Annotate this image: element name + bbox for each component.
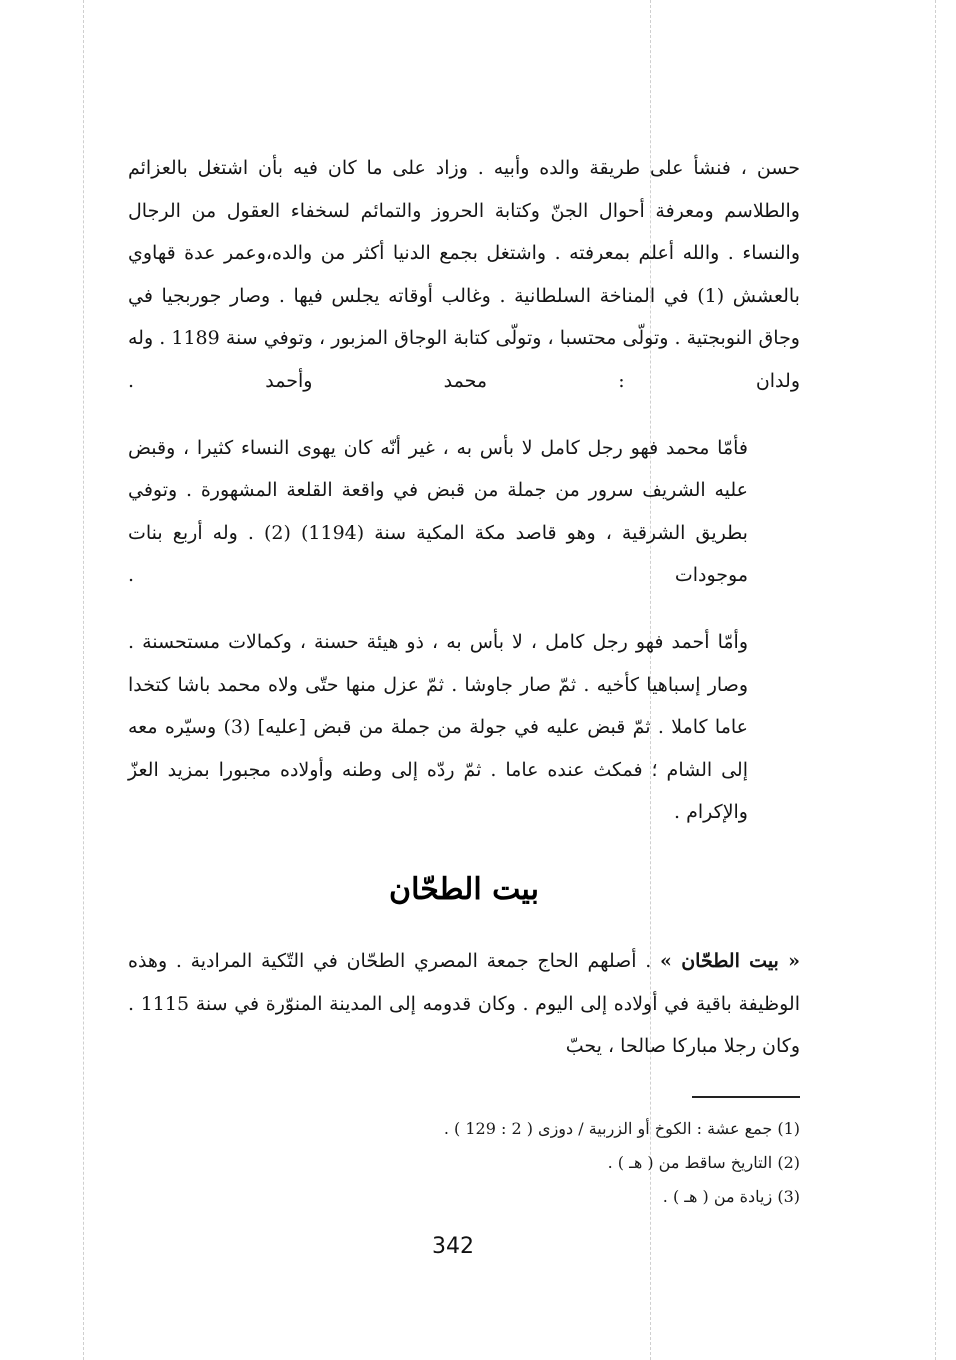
paragraph-muhammad: فأمّا محمد فهو رجل كامل لا بأس به ، غير أنّه كان يهوى النساء كثيرا ، وقبض عليه الشريف سرور من جملة من قبض في واقعة القلعة المشهورة . وتوفي بطريق الشرقية ، وهو قاصد مكة المكية سنة (1194) (2) . وله أربع بنات موجودات . <box>128 436 748 587</box>
footnote-2: (2) التاريخ ساقط من ( هـ ) . <box>607 1153 800 1172</box>
section-entry <box>128 940 800 1068</box>
footnote-1: (1) جمع عشة : الكوخ أو الزربية / دوزى ( 2 : 129 ) . <box>443 1119 800 1138</box>
scan-fold-line <box>935 0 936 1360</box>
footnotes <box>270 1112 800 1214</box>
scan-fold-line <box>83 0 84 1360</box>
entry-text: . أصلهم الحاج جمعة المصري الطحّان في التّكية المرادية . وهذه الوظيفة باقية في أولاده إلى اليوم . وكان قدومه إلى المدينة المنوّرة في سنة 1115 . وكان رجلا مباركا صالحا ، يحبّ <box>128 950 800 1058</box>
page-number: 342 <box>432 1234 474 1259</box>
body-text <box>128 147 800 834</box>
paragraph-hasan: حسن ، فنشأ على طريقة والده وأبيه . وزاد على ما كان فيه بأن اشتغل بالعزائم والطلاسم ومعرفة أحوال الجنّ وكتابة الحروز والتمائم لسخفاء العقول من الرجال والنساء . والله أعلم بمعرفته . واشتغل بجمع الدنيا أكثر من والده،وعمر عدة قهاوي بالعشش (1) في المناخة السلطانية . وغالب أوقاته يجلس فيها . وصار جوربجيا في وجاق النوبجتية . وتولّى محتسبا ، وتولّى كتابة الوجاق المزبور ، وتوفي سنة 1189 . وله ولدان : محمد وأحمد . <box>128 157 800 392</box>
entry-lead: « بيت الطحّان » <box>660 950 800 972</box>
footnote-3: (3) زيادة من ( هـ ) . <box>662 1187 800 1206</box>
footnote-divider <box>692 1096 800 1098</box>
section-heading: بيت الطحّان <box>389 872 539 907</box>
paragraph-ahmad: وأمّا أحمد فهو رجل كامل ، لا بأس به ، ذو هيئة حسنة ، وكمالات مستحسنة . وصار إسباهيا كأخيه . ثمّ صار جاوشا . ثمّ عزل منها حتّى ولاه محمد باشا كتخدا عاما كاملا . ثمّ قبض عليه في جولة من جملة من قبض [عليه] (3) وسيّره معه إلى الشام ؛ فمكث عنده عاما . ثمّ ردّه إلى وطنه وأولاده مجبورا بمزيد العزّ والإكرام . <box>128 630 748 824</box>
